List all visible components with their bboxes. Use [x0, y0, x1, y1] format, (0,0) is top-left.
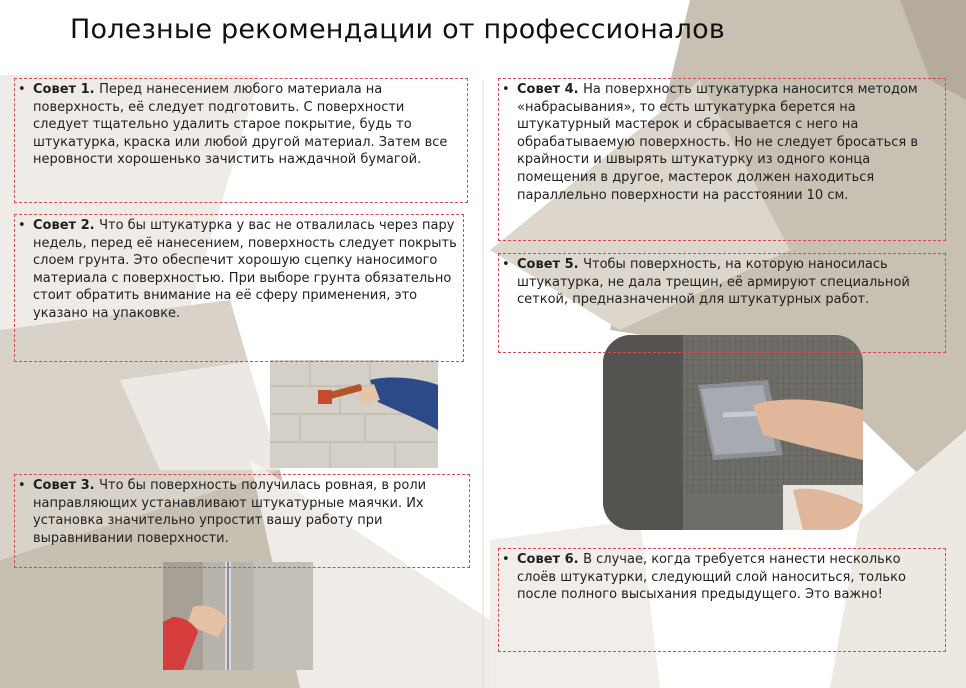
- photo-reinforcing-mesh: [603, 335, 863, 530]
- bullet: •: [18, 82, 26, 97]
- tip-text: Чтобы поверхность, на которую наносилась штукатурка, не дала трещин, её армируют специальной сеткой, предназначенной для штукатурных работ.: [517, 257, 910, 308]
- tip-label: Совет 5.: [517, 257, 584, 272]
- tip-label: Совет 4.: [517, 82, 584, 97]
- tip-4: [498, 78, 946, 241]
- tip-text: Что бы поверхность получилась ровная, в роли направляющих устанавливают штукатурные маячки. Их установка значительно упростит вашу работу при выравнивании поверхности.: [33, 478, 427, 546]
- photo-plaster-beacons: [163, 562, 313, 670]
- tip-label: Совет 6.: [517, 552, 584, 567]
- page-title: Полезные рекомендации от профессионалов: [70, 14, 725, 45]
- tip-text: На поверхность штукатурка наносится методом «набрасывания», то есть штукатурка берется на штукатурный мастерок и сбрасывается с него на обрабатываемую поверхность. Но не следует бросаться в крайности и швырять штукатурку из одного конца помещения в другое, мастерок должен находиться параллельно поверхности на расстоянии 10 см.: [517, 82, 919, 203]
- tip-3: [14, 474, 470, 568]
- photo-primer-brush: [270, 360, 438, 468]
- tip-6: [498, 548, 946, 652]
- tip-text: Перед нанесением любого материала на поверхность, её следует подготовить. С поверхности следует тщательно удалить старое покрытие, будь то штукатурка, краска или любой другой материал. Затем все неровности хорошенько зачистить наждачной бумагой.: [33, 82, 448, 168]
- bullet: •: [18, 218, 26, 233]
- photo-primer-brush-image: [270, 360, 438, 468]
- bullet: •: [502, 552, 510, 567]
- bullet: •: [502, 82, 510, 97]
- photo-reinforcing-mesh-image: [603, 335, 863, 530]
- bullet: •: [502, 257, 510, 272]
- tip-text: В случае, когда требуется нанести несколько слоёв штукатурки, следующий слой наноситься, только после полного высыхания предыдущего. Это важно!: [517, 552, 906, 603]
- tip-label: Совет 3.: [33, 478, 100, 493]
- bullet: •: [18, 478, 26, 493]
- tip-text: Что бы штукатурка у вас не отвалилась через пару недель, перед её нанесением, поверхность следует покрыть слоем грунта. Это обеспечит хорошую сцепку наносимого материала с поверхностью. При выборе грунта обязательно стоит обратить внимание на её сферу применения, это указано на упаковке.: [33, 218, 457, 321]
- tip-5: [498, 253, 946, 353]
- tip-1: [14, 78, 468, 203]
- photo-plaster-beacons-image: [163, 562, 313, 670]
- tip-label: Совет 1.: [33, 82, 100, 97]
- tip-label: Совет 2.: [33, 218, 100, 233]
- tip-2: [14, 214, 464, 362]
